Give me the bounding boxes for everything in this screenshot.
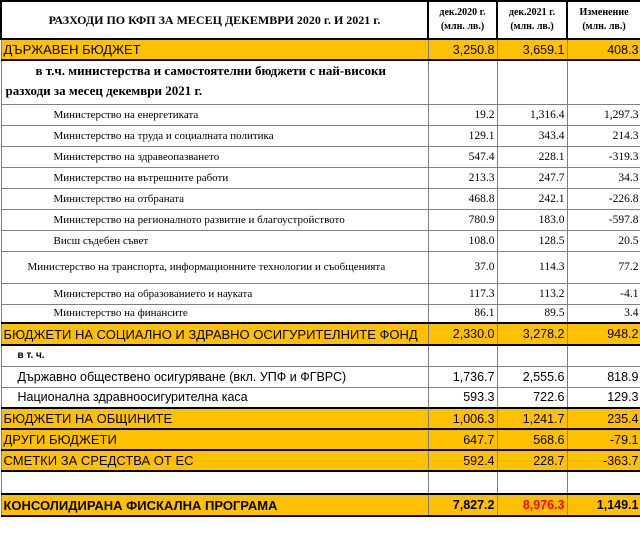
value-2021: 247.7 xyxy=(497,167,567,188)
value-change: 3.4 xyxy=(567,304,640,323)
value-change: -597.8 xyxy=(567,209,640,230)
value-2021: 3,659.1 xyxy=(497,39,567,60)
value-2021: 242.1 xyxy=(497,188,567,209)
table-header-row xyxy=(1,1,640,39)
value-2020: 19.2 xyxy=(428,104,497,125)
value-change: -79.1 xyxy=(567,429,640,450)
value-2020: 213.3 xyxy=(428,167,497,188)
column-header-dec-2020: дек.2020 г. (млн. лв.) xyxy=(428,1,497,39)
row-label: Министерство на транспорта, информационните технологии и съобщенията xyxy=(1,251,428,283)
value-change: 214.3 xyxy=(567,125,640,146)
value-change: -4.1 xyxy=(567,283,640,304)
value-2020: 593.3 xyxy=(428,387,497,408)
table-row xyxy=(1,104,640,125)
row-label: Министерство на образованието и науката xyxy=(1,283,428,304)
value-change: 77.2 xyxy=(567,251,640,283)
value-change: 235.4 xyxy=(567,408,640,429)
value-change: -319.3 xyxy=(567,146,640,167)
value-2021: 8,976.3 xyxy=(497,494,567,516)
table-row xyxy=(1,209,640,230)
value-2021: 1,241.7 xyxy=(497,408,567,429)
value-2020: 117.3 xyxy=(428,283,497,304)
row-label: БЮДЖЕТИ НА СОЦИАЛНО И ЗДРАВНО ОСИГУРИТЕЛНИТЕ ФОНД xyxy=(1,323,428,345)
value-2021: 568.6 xyxy=(497,429,567,450)
value-2021: 2,555.6 xyxy=(497,366,567,387)
spacer-row xyxy=(1,471,640,494)
row-ministries-intro xyxy=(1,60,640,104)
value-2020: 3,250.8 xyxy=(428,39,497,60)
row-label: СМЕТКИ ЗА СРЕДСТВА ОТ ЕС xyxy=(1,450,428,471)
row-label: Държавно обществено осигуряване (вкл. УПФ и ФГВРС) xyxy=(1,366,428,387)
table-row xyxy=(1,283,640,304)
value-2020: 1,736.7 xyxy=(428,366,497,387)
table-row xyxy=(1,146,640,167)
value-change: 20.5 xyxy=(567,230,640,251)
value-2021: 228.7 xyxy=(497,450,567,471)
row-label: Министерство на здравеопазването xyxy=(1,146,428,167)
value-2020: 780.9 xyxy=(428,209,497,230)
value-2020: 468.8 xyxy=(428,188,497,209)
row-label: КОНСОЛИДИРАНА ФИСКАЛНА ПРОГРАМА xyxy=(1,494,428,516)
value-2020: 7,827.2 xyxy=(428,494,497,516)
row-label: БЮДЖЕТИ НА ОБЩИНИТЕ xyxy=(1,408,428,429)
row-label: в т.ч. министерства и самостоятелни бюджети с най-високи разходи за месец декември 2021 г. xyxy=(1,60,428,104)
table-row xyxy=(1,304,640,323)
row-label: Министерство на труда и социалната политика xyxy=(1,125,428,146)
row-state-budget xyxy=(1,39,640,60)
value-change: 1,149.1 xyxy=(567,494,640,516)
column-header-change: Изменение (млн. лв.) xyxy=(567,1,640,39)
value-2021: 228.1 xyxy=(497,146,567,167)
row-label: Министерство на енергетиката xyxy=(1,104,428,125)
value-2020: 547.4 xyxy=(428,146,497,167)
value-change: 34.3 xyxy=(567,167,640,188)
row-label: Висш съдебен съвет xyxy=(1,230,428,251)
value-change: 948.2 xyxy=(567,323,640,345)
row-municipal xyxy=(1,408,640,429)
value-2021: 128.5 xyxy=(497,230,567,251)
value-2020: 2,330.0 xyxy=(428,323,497,345)
value-2020: 647.7 xyxy=(428,429,497,450)
value-2020: 129.1 xyxy=(428,125,497,146)
table-row xyxy=(1,366,640,387)
row-label: Министерство на регионалното развитие и благоустройството xyxy=(1,209,428,230)
row-label: ДЪРЖАВЕН БЮДЖЕТ xyxy=(1,39,428,60)
value-2021: 89.5 xyxy=(497,304,567,323)
value-2021: 722.6 xyxy=(497,387,567,408)
row-eu-accounts xyxy=(1,450,640,471)
row-label: Национална здравноосигурителна каса xyxy=(1,387,428,408)
column-header-dec-2021: дек.2021 г. (млн. лв.) xyxy=(497,1,567,39)
value-2020: 592.4 xyxy=(428,450,497,471)
table-row xyxy=(1,251,640,283)
row-other-budgets xyxy=(1,429,640,450)
value-2021: 183.0 xyxy=(497,209,567,230)
value-2021: 113.2 xyxy=(497,283,567,304)
row-label: Министерство на финансите xyxy=(1,304,428,323)
value-change: 408.3 xyxy=(567,39,640,60)
value-change: 129.3 xyxy=(567,387,640,408)
value-2020: 37.0 xyxy=(428,251,497,283)
table-row xyxy=(1,188,640,209)
table-row xyxy=(1,125,640,146)
value-change: -363.7 xyxy=(567,450,640,471)
row-label: Министерство на отбраната xyxy=(1,188,428,209)
row-consolidated xyxy=(1,494,640,516)
value-2021: 343.4 xyxy=(497,125,567,146)
row-label: ДРУГИ БЮДЖЕТИ xyxy=(1,429,428,450)
value-2021: 114.3 xyxy=(497,251,567,283)
row-label: в т. ч. xyxy=(1,345,428,366)
value-change: -226.8 xyxy=(567,188,640,209)
table-row xyxy=(1,230,640,251)
value-change: 818.9 xyxy=(567,366,640,387)
row-label: Министерство на вътрешните работи xyxy=(1,167,428,188)
table-row xyxy=(1,387,640,408)
value-2020: 108.0 xyxy=(428,230,497,251)
row-social-intro xyxy=(1,345,640,366)
value-2020: 86.1 xyxy=(428,304,497,323)
value-2020: 1,006.3 xyxy=(428,408,497,429)
table-title: РАЗХОДИ ПО КФП ЗА МЕСЕЦ ДЕКЕМВРИ 2020 г. И 2021 г. xyxy=(1,1,428,39)
value-change: 1,297.3 xyxy=(567,104,640,125)
value-2021: 3,278.2 xyxy=(497,323,567,345)
value-2021: 1,316.4 xyxy=(497,104,567,125)
row-social-funds xyxy=(1,323,640,345)
table-row xyxy=(1,167,640,188)
